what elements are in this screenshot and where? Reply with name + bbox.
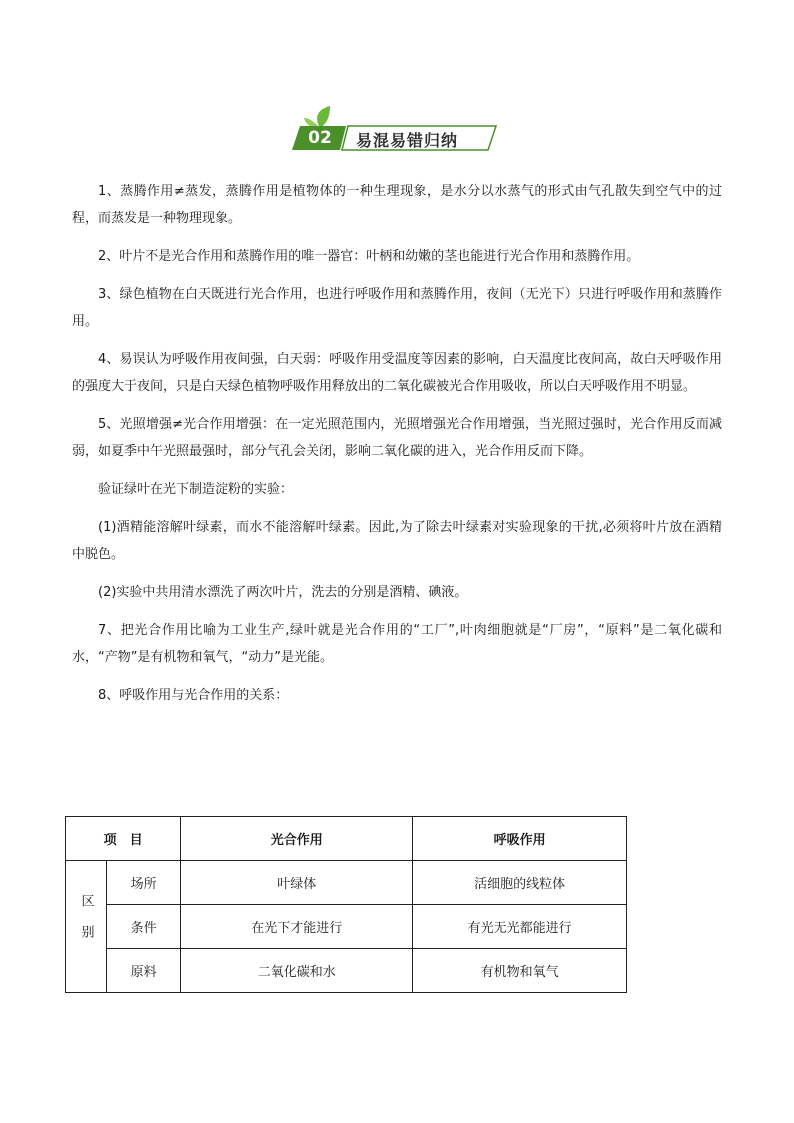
table-header-row	[66, 817, 627, 861]
section-title: 易混易错归纳	[356, 131, 459, 150]
comparison-table	[65, 816, 627, 993]
paragraph-3: 3、绿色植物在白天既进行光合作用，也进行呼吸作用和蒸腾作用，夜间（无光下）只进行呼吸作用和蒸腾作用。	[72, 287, 722, 329]
section-number: 02	[308, 128, 332, 148]
cell-respiration: 活细胞的线粒体	[413, 861, 627, 905]
leaf-icon	[317, 106, 330, 128]
paragraph-2: 2、叶片不是光合作用和蒸腾作用的唯一器官：叶柄和幼嫩的茎也能进行光合作用和蒸腾作用。	[98, 249, 640, 264]
header-respiration: 呼吸作用	[413, 817, 627, 861]
content-body	[72, 178, 722, 720]
cell-photosynthesis: 二氧化碳和水	[181, 949, 413, 993]
group-label: 区别	[78, 893, 94, 956]
group-label-cell	[66, 861, 107, 993]
paragraph-1: 1、蒸腾作用≠蒸发，蒸腾作用是植物体的一种生理现象，是水分以水蒸气的形式由气孔散失到空气中的过程，而蒸发是一种物理现象。	[72, 184, 722, 226]
section-header	[290, 104, 500, 154]
cell-respiration: 有光无光都能进行	[413, 905, 627, 949]
table-row	[66, 905, 627, 949]
experiment-point-2: (2)实验中共用清水漂洗了两次叶片，洗去的分别是酒精、碘液。	[98, 585, 468, 600]
paragraph-4: 4、易误认为呼吸作用夜间强，白天弱：呼吸作用受温度等因素的影响，白天温度比夜间高，故白天呼吸作用的强度大于夜间，只是白天绿色植物呼吸作用释放出的二氧化碳被光合作用吸收，所以白天呼吸作用不明显。	[72, 352, 722, 394]
paragraph-7: 7、把光合作用比喻为工业生产,绿叶就是光合作用的“工厂”,叶肉细胞就是“厂房”，“原料”是二氧化碳和水，“产物”是有机物和氧气，“动力”是光能。	[72, 623, 722, 665]
header-item: 项 目	[66, 817, 181, 861]
header-photosynthesis: 光合作用	[181, 817, 413, 861]
cell-respiration: 有机物和氧气	[413, 949, 627, 993]
row-label: 场所	[107, 861, 181, 905]
table-row	[66, 949, 627, 993]
paragraph-5: 5、光照增强≠光合作用增强：在一定光照范围内，光照增强光合作用增强，当光照过强时，光合作用反而减弱，如夏季中午光照最强时，部分气孔会关闭，影响二氧化碳的进入，光合作用反而下降。	[72, 417, 722, 459]
table-row	[66, 861, 627, 905]
cell-photosynthesis: 叶绿体	[181, 861, 413, 905]
row-label: 原料	[107, 949, 181, 993]
paragraph-8: 8、呼吸作用与光合作用的关系：	[98, 688, 289, 703]
experiment-heading: 验证绿叶在光下制造淀粉的实验：	[98, 482, 294, 497]
cell-photosynthesis: 在光下才能进行	[181, 905, 413, 949]
row-label: 条件	[107, 905, 181, 949]
experiment-point-1: (1)酒精能溶解叶绿素，而水不能溶解叶绿素。因此,为了除去叶绿素对实验现象的干扰,必须将叶片放在酒精中脱色。	[72, 520, 722, 562]
